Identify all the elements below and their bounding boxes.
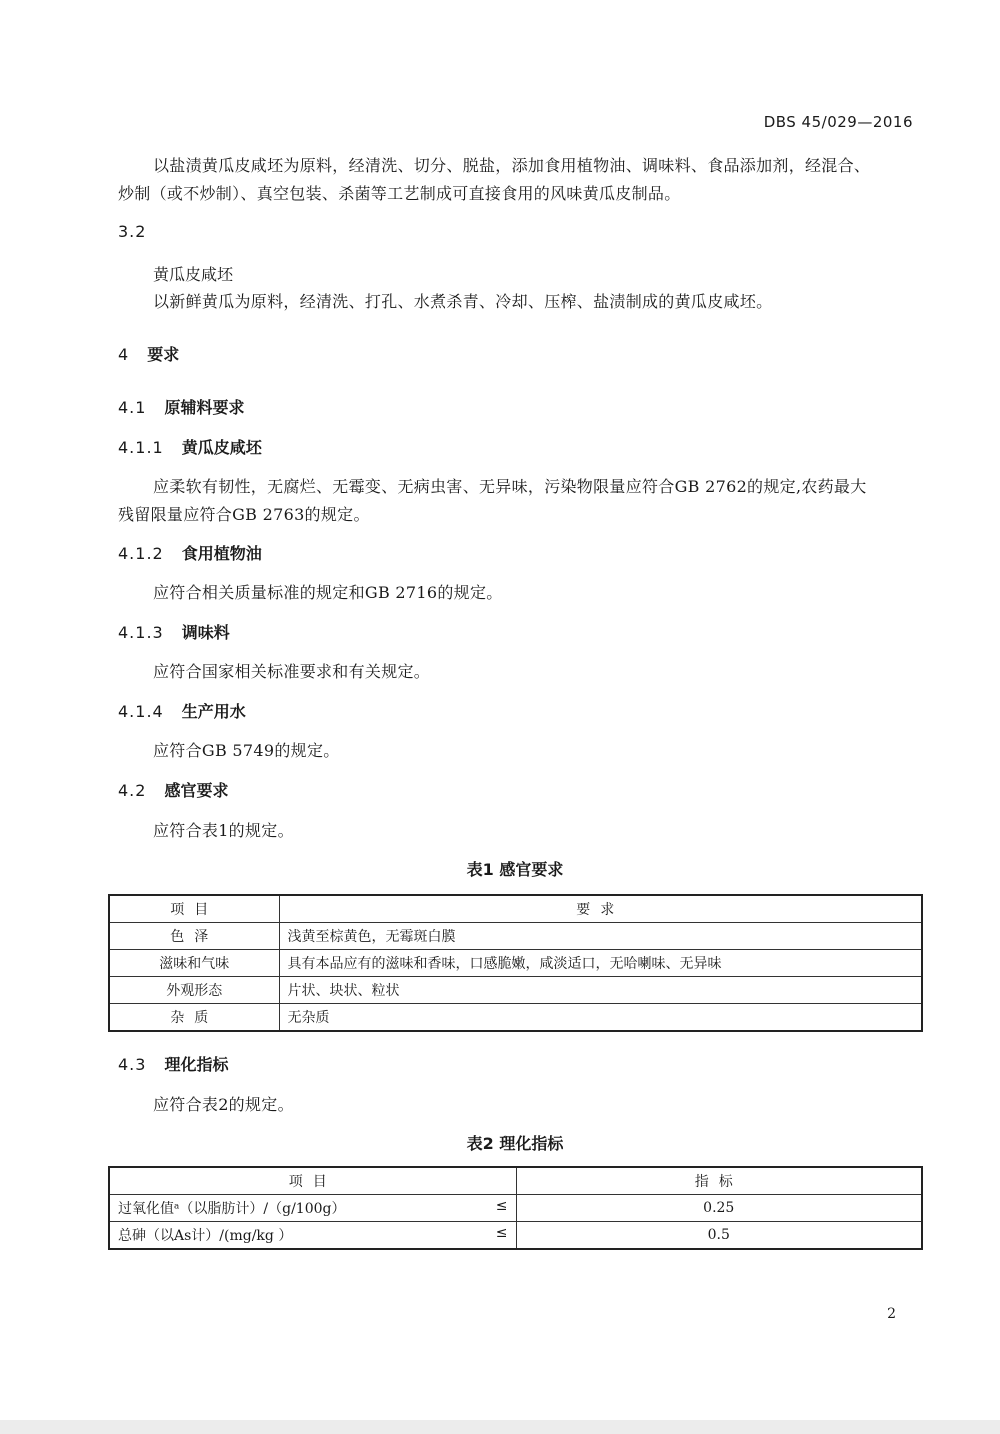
s411-line-1: 应柔软有韧性，无腐烂、无霉变、无病虫害、无异味，污染物限量应符合GB 2762的规定,农药最大 [153, 477, 867, 496]
table-cell-item: 色泽 [109, 923, 279, 950]
table-cell-requirement: 浅黄至棕黄色，无霉斑白膜 [279, 923, 922, 950]
table-row [109, 950, 922, 977]
section-number: 4.1.2 [118, 544, 164, 563]
section-number: 4.1.3 [118, 623, 164, 642]
section-title: 要求 [147, 345, 180, 364]
s43-text: 应符合表2的规定。 [153, 1095, 294, 1114]
table-cell-item [109, 1195, 516, 1222]
viewer-bottom-band [0, 1420, 1000, 1434]
item-label: 总砷（以As计）/(mg/kg ） [118, 1228, 293, 1244]
table-header-requirement: 要求 [279, 895, 922, 923]
section-3-2-number [118, 222, 164, 241]
table-cell-item: 杂质 [109, 1004, 279, 1032]
table-row [109, 1222, 922, 1250]
table1-title: 表1 感官要求 [466, 860, 564, 879]
section-title: 理化指标 [164, 1055, 229, 1074]
section-4-1-3-heading [118, 620, 230, 643]
table-cell-value: 0.5 [516, 1222, 922, 1250]
section-4-1-1-heading [118, 435, 262, 458]
section-title: 食用植物油 [181, 544, 262, 563]
section-number: 4.1.4 [118, 702, 164, 721]
table-header-index: 指标 [516, 1167, 922, 1195]
s412-text: 应符合相关质量标准的规定和GB 2716的规定。 [153, 583, 503, 602]
section-number: 4.1 [118, 398, 147, 417]
item-label: 过氧化值ᵃ（以脂肪计）/（g/100g） [118, 1201, 346, 1217]
section-number: 4.1.1 [118, 438, 164, 457]
section-4-1-heading [118, 395, 244, 418]
table2 [108, 1166, 923, 1250]
section-4-heading [118, 342, 179, 365]
section-title: 调味料 [181, 623, 230, 642]
table-cell-value: 0.25 [516, 1195, 922, 1222]
section-number: 3.2 [118, 222, 147, 241]
section-title: 原辅料要求 [164, 398, 245, 417]
table-cell-requirement: 片状、块状、粒状 [279, 977, 922, 1004]
section-title: 黄瓜皮咸坯 [181, 438, 262, 457]
section-title: 生产用水 [181, 702, 246, 721]
table2-title: 表2 理化指标 [466, 1134, 564, 1153]
table-row [109, 977, 922, 1004]
table-row [109, 1195, 922, 1222]
table-row [109, 923, 922, 950]
less-equal-symbol: ≤ [495, 1198, 508, 1214]
table-cell-requirement: 无杂质 [279, 1004, 922, 1032]
s42-text: 应符合表1的规定。 [153, 821, 294, 840]
table-header-row [109, 895, 922, 923]
standard-code: DBS 45/029—2016 [763, 113, 913, 131]
s413-text: 应符合国家相关标准要求和有关规定。 [153, 662, 431, 681]
section-4-2-heading [118, 778, 228, 801]
page-number: 2 [887, 1306, 896, 1322]
less-equal-symbol: ≤ [495, 1225, 508, 1241]
table-cell-item: 滋味和气味 [109, 950, 279, 977]
table-header-row [109, 1167, 922, 1195]
term-definition: 以新鲜黄瓜为原料，经清洗、打孔、水煮杀青、冷却、压榨、盐渍制成的黄瓜皮咸坯。 [153, 292, 773, 311]
term-title: 黄瓜皮咸坯 [153, 265, 234, 284]
section-title: 感官要求 [164, 781, 229, 800]
section-4-1-2-heading [118, 541, 262, 564]
intro-line-2: 炒制（或不炒制）、真空包装、杀菌等工艺制成可直接食用的风味黄瓜皮制品。 [118, 184, 681, 203]
section-number: 4.3 [118, 1055, 147, 1074]
section-number: 4.2 [118, 781, 147, 800]
table-header-item: 项目 [109, 895, 279, 923]
table-row [109, 1004, 922, 1032]
table1 [108, 894, 923, 1032]
section-4-3-heading [118, 1052, 228, 1075]
table-cell-item: 外观形态 [109, 977, 279, 1004]
table-cell-requirement: 具有本品应有的滋味和香味，口感脆嫩，咸淡适口，无哈喇味、无异味 [279, 950, 922, 977]
s411-line-2: 残留限量应符合GB 2763的规定。 [118, 505, 370, 524]
table-cell-item [109, 1222, 516, 1250]
section-4-1-4-heading [118, 699, 246, 722]
s414-text: 应符合GB 5749的规定。 [153, 741, 340, 760]
section-number: 4 [118, 345, 130, 364]
table-header-item: 项目 [109, 1167, 516, 1195]
intro-line-1: 以盐渍黄瓜皮咸坯为原料，经清洗、切分、脱盐，添加食用植物油、调味料、食品添加剂，经混合、 [153, 156, 871, 175]
